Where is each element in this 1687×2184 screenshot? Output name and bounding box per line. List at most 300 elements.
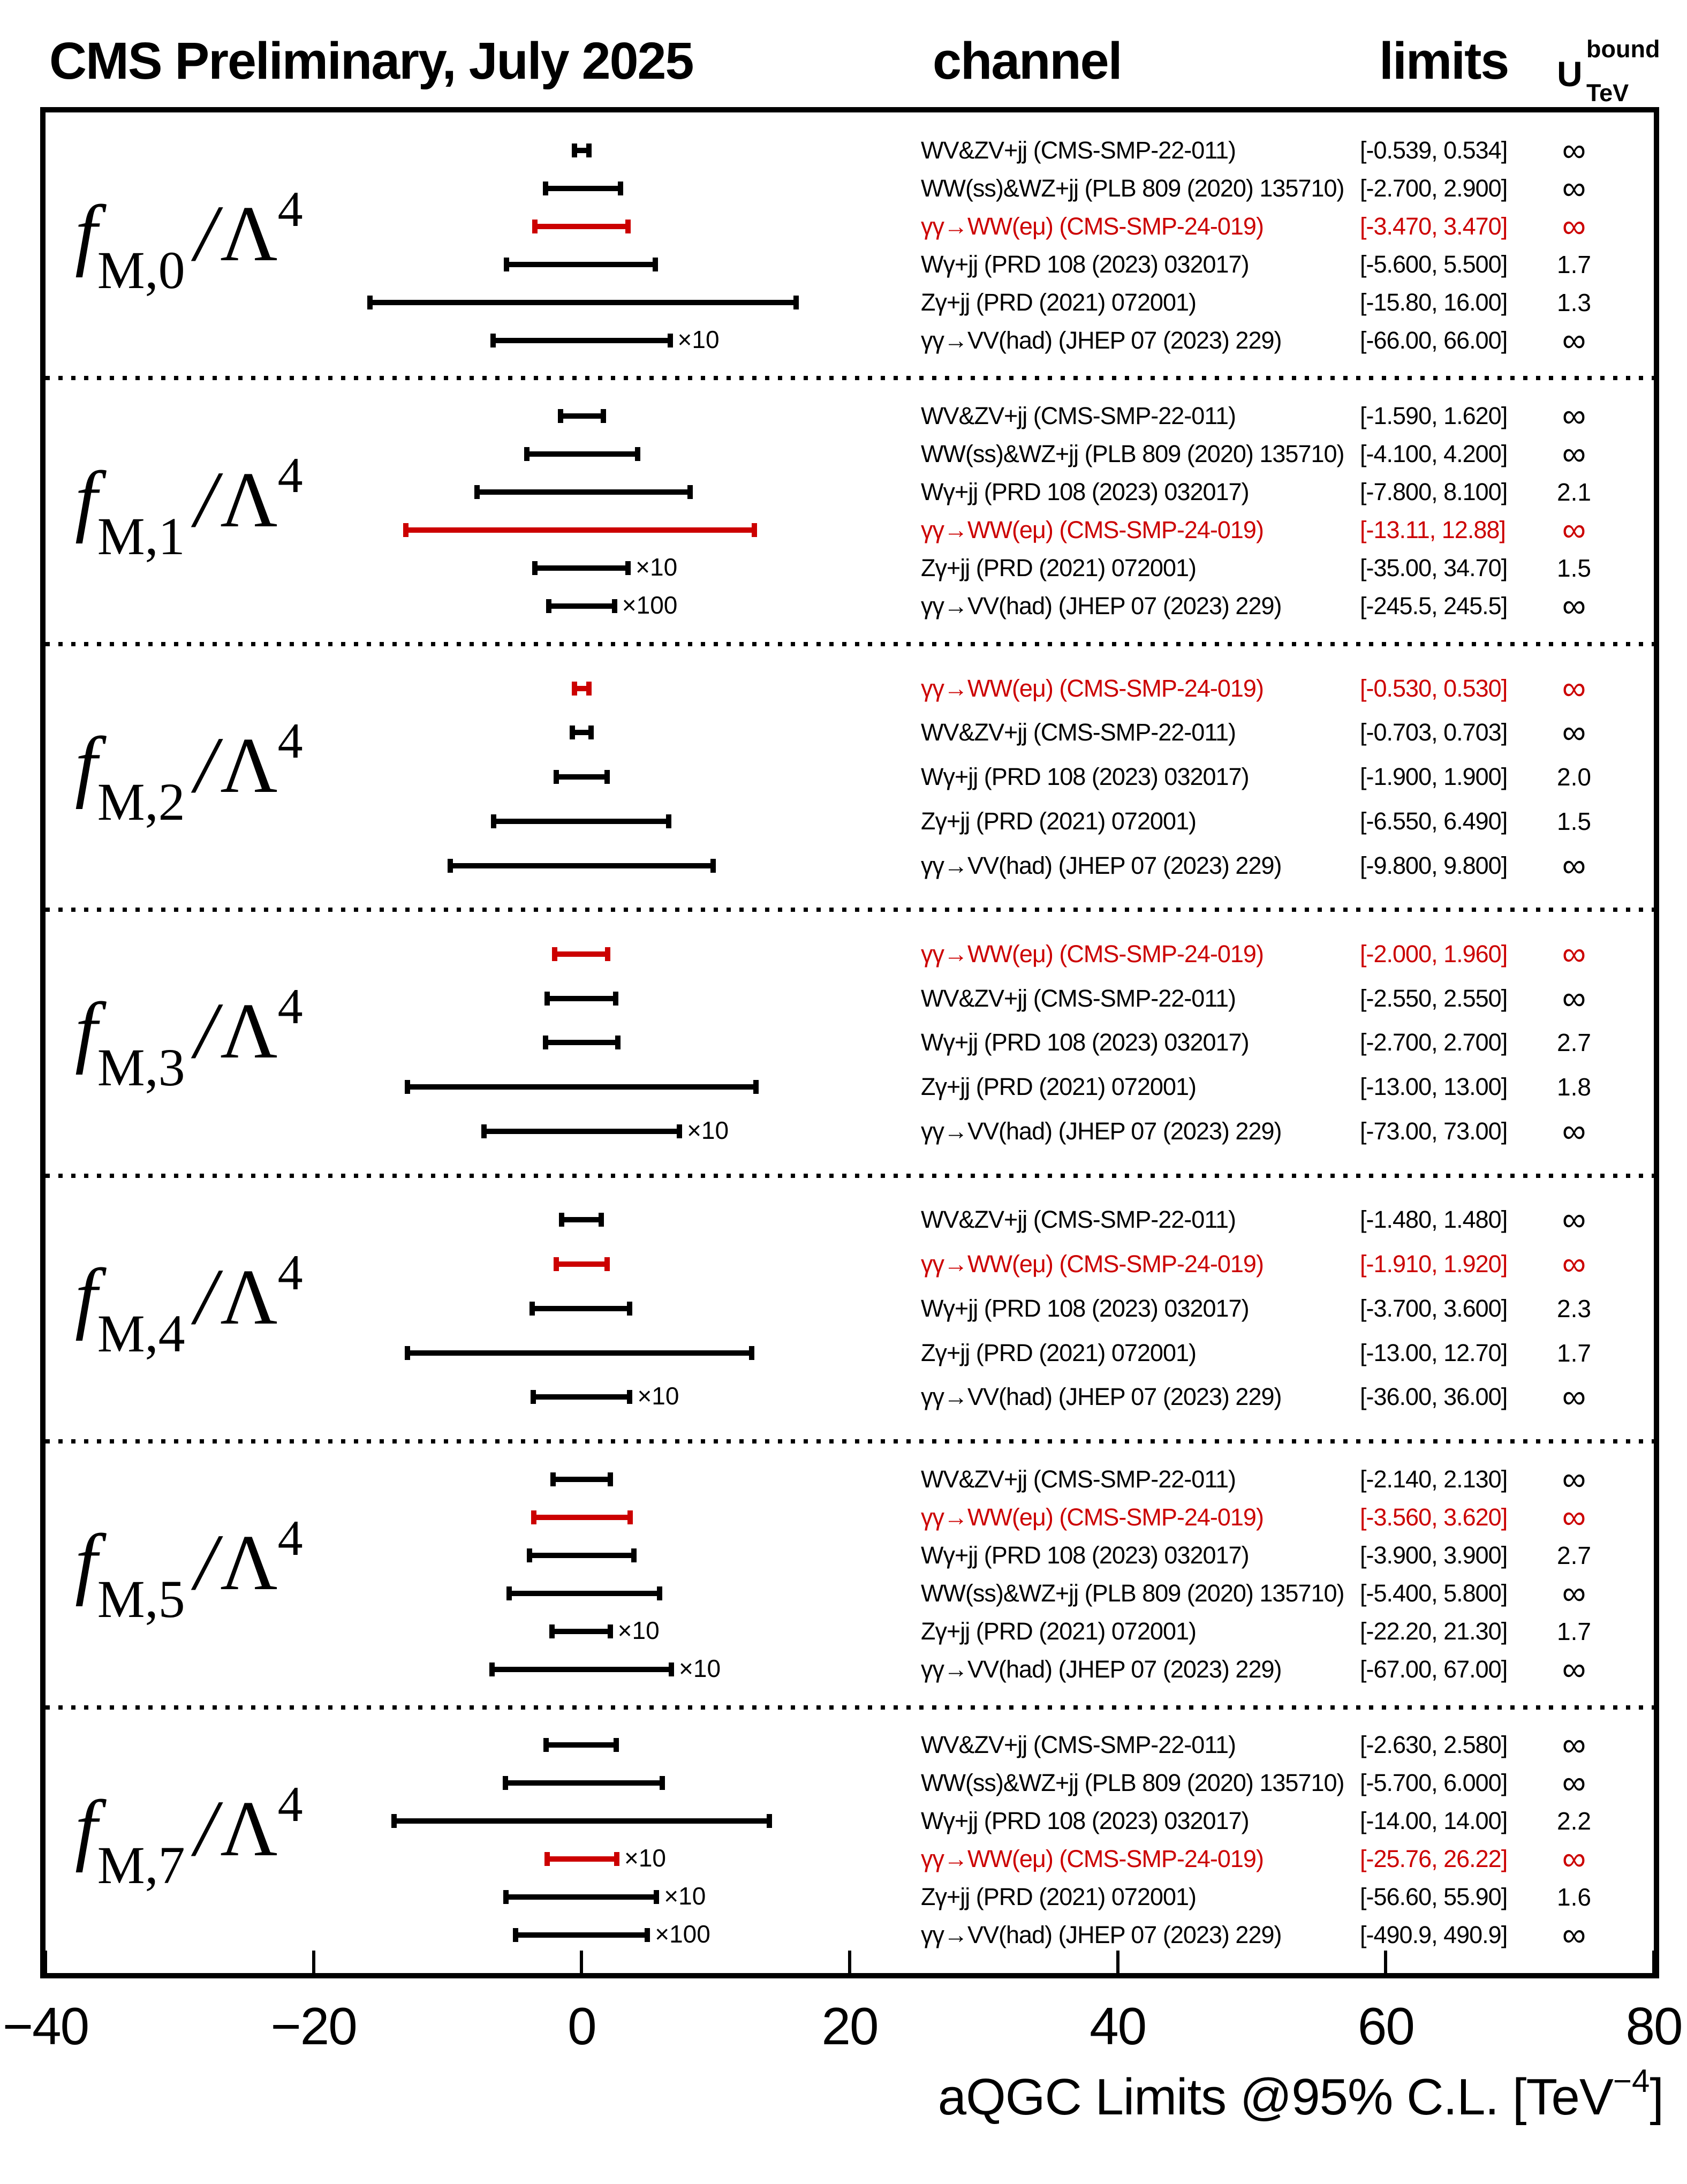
bar-right-endcap (627, 1510, 633, 1524)
limit-bar (547, 996, 616, 1001)
coupling-divider: / (194, 986, 217, 1076)
x-axis-title-exponent: −4 (1613, 2063, 1650, 2099)
channel-label: γγ→VV(had) (JHEP 07 (2023) 229) (921, 1383, 1282, 1411)
scale-annotation: ×10 (637, 1382, 679, 1410)
x-axis-tick (1384, 1951, 1387, 1973)
bar-left-endcap (405, 1080, 410, 1094)
bar-left-endcap (546, 599, 551, 613)
bar-left-endcap (504, 258, 509, 271)
section-f-M,1 (46, 378, 1654, 644)
channel-label: γγ→VV(had) (JHEP 07 (2023) 229) (921, 851, 1282, 879)
limits-column-header: limits (1379, 32, 1509, 90)
coupling-lambda: Λ (220, 987, 278, 1076)
bar-left-endcap (490, 334, 496, 347)
limits-value: [-0.530, 0.530] (1360, 674, 1508, 702)
unitarity-bound-value: 1.5 (1557, 554, 1591, 582)
unitarity-bound-value: ∞ (1562, 980, 1586, 1017)
limit-bar (555, 951, 608, 957)
limits-value: [-9.800, 9.800] (1360, 851, 1508, 879)
bar-right-endcap (752, 523, 757, 537)
plot-frame (40, 107, 1659, 1978)
channel-label: γγ→VV(had) (JHEP 07 (2023) 229) (921, 592, 1282, 619)
limit-bar (534, 1515, 630, 1520)
x-axis-tick (1652, 1951, 1655, 1973)
coupling-divider: / (194, 1252, 217, 1341)
limit-bar (546, 1040, 618, 1045)
limit-bar (532, 1306, 630, 1311)
coupling-power: 4 (277, 1776, 303, 1832)
x-axis-tick-label: 0 (568, 1997, 596, 2055)
unitarity-bound-value: ∞ (1562, 132, 1586, 169)
unitarity-bound-value: ∞ (1562, 1378, 1586, 1416)
bar-right-endcap (625, 561, 631, 575)
limits-value: [-15.80, 16.00] (1360, 288, 1508, 316)
bar-right-endcap (604, 1257, 610, 1271)
channel-label: WV&ZV+jj (CMS-SMP-22-011) (921, 984, 1236, 1012)
bar-right-endcap (599, 1213, 604, 1227)
bar-right-endcap (767, 1814, 772, 1828)
channel-label: Zγ+jj (PRD (2021) 072001) (921, 554, 1196, 581)
bar-right-endcap (657, 1586, 662, 1600)
bar-left-endcap (559, 1213, 564, 1227)
bar-right-endcap (654, 1890, 659, 1904)
unitarity-bound-value: 1.7 (1557, 1617, 1591, 1645)
limits-value: [-5.700, 6.000] (1360, 1769, 1508, 1797)
unitarity-bound-value: ∞ (1562, 1575, 1586, 1612)
bar-left-endcap (532, 220, 538, 233)
limit-bar (546, 186, 621, 191)
bar-left-endcap (543, 182, 548, 195)
bar-left-endcap (554, 770, 559, 784)
coupling-subscript: M,3 (97, 1038, 185, 1098)
bar-left-endcap (529, 1302, 535, 1316)
limits-value: [-245.5, 245.5] (1360, 592, 1508, 619)
channel-label: Zγ+jj (PRD (2021) 072001) (921, 1883, 1196, 1911)
unitarity-bound-value: ∞ (1562, 1245, 1586, 1283)
channel-label: γγ→WW(eμ) (CMS-SMP-24-019) (921, 1250, 1264, 1278)
bar-left-endcap (531, 1510, 536, 1524)
coupling-f: f (75, 1784, 97, 1873)
unitarity-bound-value: ∞ (1562, 1201, 1586, 1238)
coupling-subscript: M,4 (97, 1303, 185, 1363)
unitarity-bound-value: ∞ (1562, 1916, 1586, 1954)
scale-annotation: ×100 (655, 1919, 710, 1948)
x-axis-tick (1116, 1951, 1119, 1973)
section-f-M,4 (46, 1176, 1654, 1441)
limit-bar (407, 1350, 752, 1356)
coupling-f: f (75, 986, 97, 1076)
coupling-power: 4 (277, 1244, 303, 1301)
limits-value: [-1.590, 1.620] (1360, 402, 1508, 430)
bar-right-endcap (631, 1548, 637, 1562)
coupling-divider: / (194, 1518, 217, 1607)
unitarity-bound-value: 1.7 (1557, 250, 1591, 278)
bar-left-endcap (506, 1586, 512, 1600)
limit-bar (450, 863, 713, 868)
limit-bar (406, 527, 754, 533)
limits-value: [-25.76, 26.22] (1360, 1845, 1508, 1873)
limits-value: [-13.00, 13.00] (1360, 1073, 1508, 1101)
x-axis-title-bracket: ] (1650, 2068, 1663, 2126)
limits-value: [-0.539, 0.534] (1360, 136, 1508, 164)
bar-right-endcap (660, 1776, 665, 1790)
unitarity-bound-value: ∞ (1562, 1499, 1586, 1536)
channel-label: γγ→WW(eμ) (CMS-SMP-24-019) (921, 516, 1264, 544)
limit-bar (556, 774, 607, 780)
scale-annotation: ×10 (664, 1881, 706, 1910)
channel-label: Wγ+jj (PRD 108 (2023) 032017) (921, 1029, 1249, 1056)
bar-right-endcap (669, 1662, 674, 1676)
channel-label: Zγ+jj (PRD (2021) 072001) (921, 1617, 1196, 1645)
limits-value: [-5.600, 5.500] (1360, 250, 1508, 278)
coupling-subscript: M,0 (97, 240, 185, 300)
bar-right-endcap (625, 220, 631, 233)
limit-bar (407, 1084, 756, 1090)
unitarity-bound-value: 2.3 (1557, 1294, 1591, 1323)
limits-value: [-73.00, 73.00] (1360, 1117, 1508, 1145)
bar-right-endcap (687, 485, 693, 499)
coupling-lambda: Λ (220, 190, 278, 278)
limits-value: [-13.11, 12.88] (1360, 516, 1506, 544)
scale-annotation: ×10 (636, 553, 678, 581)
coupling-label (75, 1776, 303, 1895)
unitarity-bound-value: ∞ (1562, 1113, 1586, 1150)
bar-left-endcap (524, 447, 529, 461)
coupling-power: 4 (277, 713, 303, 769)
coupling-f: f (75, 721, 97, 810)
coupling-lambda: Λ (220, 456, 278, 544)
limit-bar (516, 1919, 710, 1948)
unitarity-bound-value: ∞ (1562, 322, 1586, 359)
bar-left-endcap (570, 726, 575, 739)
channel-label: γγ→WW(eμ) (CMS-SMP-24-019) (921, 674, 1264, 702)
channel-label: WV&ZV+jj (CMS-SMP-22-011) (921, 1206, 1236, 1234)
x-axis-tick (580, 1951, 583, 1973)
channel-label: Wγ+jj (PRD 108 (2023) 032017) (921, 763, 1249, 791)
limits-value: [-7.800, 8.100] (1360, 478, 1508, 506)
channel-label: γγ→WW(eμ) (CMS-SMP-24-019) (921, 1845, 1264, 1873)
limit-bar (552, 1616, 660, 1644)
channel-label: WW(ss)&WZ+jj (PLB 809 (2020) 135710) (921, 440, 1344, 468)
limit-bar (562, 1217, 601, 1222)
bar-right-endcap (627, 1302, 632, 1316)
section-f-M,2 (46, 644, 1654, 910)
bar-left-endcap (448, 859, 453, 873)
limits-value: [-1.480, 1.480] (1360, 1206, 1508, 1234)
coupling-label (75, 713, 303, 832)
channel-label: Wγ+jj (PRD 108 (2023) 032017) (921, 478, 1249, 506)
unitarity-bound-value: ∞ (1562, 511, 1586, 549)
section-f-M,5 (46, 1441, 1654, 1707)
x-axis-tick-label: 60 (1357, 1997, 1414, 2055)
bar-right-endcap (645, 1928, 650, 1942)
limit-bar (535, 224, 628, 229)
channel-label: WV&ZV+jj (CMS-SMP-22-011) (921, 1731, 1236, 1759)
x-axis-tick (848, 1951, 851, 1973)
bar-right-endcap (793, 296, 799, 309)
limit-bar (494, 819, 668, 824)
limit-bar (535, 553, 678, 581)
limit-bar (547, 1844, 666, 1872)
bar-right-endcap (635, 447, 640, 461)
bar-right-endcap (753, 1080, 759, 1094)
coupling-f: f (75, 455, 97, 544)
limit-bar (527, 451, 638, 457)
bar-right-endcap (614, 1852, 619, 1866)
limits-value: [-35.00, 34.70] (1360, 554, 1508, 581)
coupling-lambda: Λ (220, 722, 278, 810)
limits-value: [-14.00, 14.00] (1360, 1807, 1508, 1835)
limits-value: [-2.700, 2.700] (1360, 1029, 1508, 1056)
limit-bar (509, 1591, 659, 1596)
unitarity-bound-value: ∞ (1562, 1840, 1586, 1878)
unitarity-bound-value: ∞ (1562, 847, 1586, 885)
unitarity-bound-value: ∞ (1562, 935, 1586, 973)
bar-right-endcap (710, 859, 716, 873)
channel-label: Wγ+jj (PRD 108 (2023) 032017) (921, 1807, 1249, 1835)
x-axis-tick-label: −40 (2, 1997, 89, 2055)
bar-left-endcap (503, 1890, 509, 1904)
channel-label: γγ→VV(had) (JHEP 07 (2023) 229) (921, 326, 1282, 354)
coupling-divider: / (194, 721, 217, 810)
unitarity-bound-value: 2.7 (1557, 1541, 1591, 1569)
bar-left-endcap (543, 1036, 548, 1049)
bar-left-endcap (544, 992, 550, 1006)
unitarity-bound-value: ∞ (1562, 587, 1586, 625)
limits-value: [-2.550, 2.550] (1360, 984, 1508, 1012)
channel-label: WW(ss)&WZ+jj (PLB 809 (2020) 135710) (921, 174, 1344, 202)
channel-label: Zγ+jj (PRD (2021) 072001) (921, 1073, 1196, 1101)
section-f-M,7 (46, 1707, 1654, 1973)
unitarity-bound-value: 2.0 (1557, 763, 1591, 791)
bar-right-endcap (586, 682, 592, 696)
coupling-divider: / (194, 189, 217, 278)
unitarity-bound-value: ∞ (1562, 714, 1586, 751)
limits-value: [-3.900, 3.900] (1360, 1541, 1508, 1569)
bar-left-endcap (474, 485, 480, 499)
bar-right-endcap (605, 947, 610, 961)
bar-left-endcap (531, 1390, 536, 1404)
limits-value: [-3.560, 3.620] (1360, 1503, 1508, 1531)
x-axis-tick (312, 1951, 315, 1973)
coupling-subscript: M,5 (97, 1569, 185, 1629)
coupling-divider: / (194, 1784, 217, 1873)
channel-label: γγ→VV(had) (JHEP 07 (2023) 229) (921, 1117, 1282, 1145)
bar-right-endcap (586, 143, 592, 157)
limit-bar (556, 1261, 608, 1267)
limits-value: [-2.140, 2.130] (1360, 1465, 1508, 1493)
limit-bar (553, 1477, 610, 1482)
unitarity-bound-value: 2.2 (1557, 1807, 1591, 1835)
scale-annotation: ×10 (677, 325, 720, 353)
bar-left-endcap (489, 1662, 495, 1676)
limits-value: [-1.910, 1.920] (1360, 1250, 1508, 1278)
channel-label: WV&ZV+jj (CMS-SMP-22-011) (921, 1465, 1236, 1493)
x-axis-title (938, 2062, 1663, 2127)
limit-bar (533, 1382, 679, 1410)
bar-left-endcap (572, 682, 577, 696)
bar-left-endcap (391, 1814, 397, 1828)
bar-right-endcap (618, 182, 623, 195)
unitarity-bound-value: ∞ (1562, 670, 1586, 707)
limit-bar (561, 413, 603, 419)
coupling-f: f (75, 189, 97, 278)
channel-label: WV&ZV+jj (CMS-SMP-22-011) (921, 402, 1236, 430)
coupling-lambda: Λ (220, 1519, 278, 1607)
x-axis-tick-label: −20 (270, 1997, 357, 2055)
limit-bar (506, 262, 655, 267)
x-axis-tick-label: 20 (821, 1997, 878, 2055)
limits-value: [-56.60, 55.90] (1360, 1883, 1508, 1911)
limit-bar (529, 1553, 634, 1558)
unitarity-bound-value: ∞ (1562, 170, 1586, 207)
coupling-divider: / (194, 455, 217, 544)
coupling-subscript: M,7 (97, 1835, 185, 1895)
section-f-M,3 (46, 910, 1654, 1175)
channel-label: γγ→VV(had) (JHEP 07 (2023) 229) (921, 1655, 1282, 1683)
bar-left-endcap (527, 1548, 532, 1562)
limits-value: [-36.00, 36.00] (1360, 1383, 1508, 1411)
plot-title: CMS Preliminary, July 2025 (49, 32, 693, 90)
bar-left-endcap (544, 1852, 550, 1866)
unitarity-bound-value: ∞ (1562, 1764, 1586, 1802)
unitarity-bound-value: 1.3 (1557, 288, 1591, 316)
channel-label: Wγ+jj (PRD 108 (2023) 032017) (921, 250, 1249, 278)
bar-right-endcap (677, 1124, 682, 1138)
unitarity-bound-value: ∞ (1562, 435, 1586, 473)
bar-right-endcap (749, 1346, 754, 1360)
coupling-power: 4 (277, 979, 303, 1035)
x-axis-tick-label: 80 (1625, 1997, 1682, 2055)
bar-left-endcap (552, 947, 557, 961)
bar-left-endcap (491, 814, 496, 828)
channel-label: WV&ZV+jj (CMS-SMP-22-011) (921, 136, 1236, 164)
limit-bar (493, 325, 720, 353)
bar-right-endcap (604, 770, 610, 784)
bar-left-endcap (554, 1257, 559, 1271)
channel-label: Zγ+jj (PRD (2021) 072001) (921, 1339, 1196, 1366)
limits-value: [-13.00, 12.70] (1360, 1339, 1508, 1366)
bar-right-endcap (615, 1036, 621, 1049)
channel-label: γγ→WW(eμ) (CMS-SMP-24-019) (921, 1503, 1264, 1531)
plot-area (46, 112, 1654, 1973)
limit-bar (549, 591, 678, 619)
unitarity-bound-column-header (1557, 35, 1660, 116)
limit-bar (574, 686, 589, 691)
bar-left-endcap (558, 409, 563, 423)
bound-symbol: U (1557, 54, 1583, 94)
limit-bar (574, 148, 589, 153)
bar-left-endcap (367, 296, 373, 309)
coupling-label (75, 1510, 303, 1629)
limit-bar (394, 1818, 769, 1824)
limits-value: [-2.000, 1.960] (1360, 940, 1508, 968)
bar-right-endcap (588, 726, 594, 739)
limit-bar (492, 1654, 721, 1682)
limit-bar (484, 1116, 729, 1144)
channel-label: γγ→VV(had) (JHEP 07 (2023) 229) (921, 1921, 1282, 1949)
scale-annotation: ×100 (622, 591, 678, 619)
bar-left-endcap (403, 523, 408, 537)
coupling-label (75, 979, 303, 1098)
x-axis-tick-label: 40 (1090, 1997, 1146, 2055)
bound-subscript: TeV (1586, 79, 1629, 107)
bar-left-endcap (549, 1624, 555, 1638)
channel-label: Zγ+jj (PRD (2021) 072001) (921, 288, 1196, 316)
coupling-subscript: M,2 (97, 772, 185, 832)
x-axis-tick (44, 1951, 47, 1973)
limit-bar (506, 1881, 706, 1910)
limits-value: [-67.00, 67.00] (1360, 1655, 1508, 1683)
limit-bar (572, 730, 591, 735)
coupling-label (75, 182, 303, 300)
channel-label: WW(ss)&WZ+jj (PLB 809 (2020) 135710) (921, 1769, 1344, 1797)
coupling-f: f (75, 1518, 97, 1607)
unitarity-bound-value: 2.7 (1557, 1029, 1591, 1057)
coupling-label (75, 1244, 303, 1363)
channel-label: Wγ+jj (PRD 108 (2023) 032017) (921, 1541, 1249, 1569)
limits-value: [-5.400, 5.800] (1360, 1579, 1508, 1607)
limits-value: [-6.550, 6.490] (1360, 807, 1508, 835)
coupling-subscript: M,1 (97, 506, 185, 566)
limit-bar (370, 300, 796, 305)
limits-value: [-490.9, 490.9] (1360, 1921, 1508, 1949)
coupling-power: 4 (277, 182, 303, 238)
bar-right-endcap (613, 992, 618, 1006)
channel-label: γγ→WW(eμ) (CMS-SMP-24-019) (921, 940, 1264, 968)
section-f-M,0 (46, 112, 1654, 378)
limits-value: [-3.470, 3.470] (1360, 212, 1508, 240)
bar-left-endcap (543, 1738, 549, 1752)
bar-right-endcap (627, 1390, 632, 1404)
bar-left-endcap (572, 143, 577, 157)
coupling-power: 4 (277, 1510, 303, 1567)
bar-left-endcap (503, 1776, 508, 1790)
bar-left-endcap (513, 1928, 518, 1942)
limits-value: [-22.20, 21.30] (1360, 1617, 1508, 1645)
scale-annotation: ×10 (687, 1116, 729, 1144)
channel-label: γγ→WW(eμ) (CMS-SMP-24-019) (921, 212, 1264, 240)
unitarity-bound-value: ∞ (1562, 397, 1586, 435)
bar-left-endcap (532, 561, 538, 575)
bar-right-endcap (668, 334, 673, 347)
x-axis-tick-labels (0, 1996, 1687, 2060)
limits-value: [-0.703, 0.703] (1360, 719, 1508, 746)
unitarity-bound-value: ∞ (1562, 1651, 1586, 1688)
scale-annotation: ×10 (679, 1654, 721, 1682)
unitarity-bound-value: 1.5 (1557, 807, 1591, 835)
bar-left-endcap (481, 1124, 487, 1138)
channel-label: WV&ZV+jj (CMS-SMP-22-011) (921, 719, 1236, 746)
scale-annotation: ×10 (624, 1844, 666, 1872)
bar-right-endcap (614, 1738, 619, 1752)
bar-right-endcap (612, 599, 617, 613)
channel-label: WW(ss)&WZ+jj (PLB 809 (2020) 135710) (921, 1579, 1344, 1607)
limits-value: [-3.700, 3.600] (1360, 1294, 1508, 1322)
coupling-f: f (75, 1252, 97, 1341)
bar-right-endcap (608, 1472, 613, 1486)
channel-label: Wγ+jj (PRD 108 (2023) 032017) (921, 1294, 1249, 1322)
limits-value: [-66.00, 66.00] (1360, 326, 1508, 354)
bar-left-endcap (405, 1346, 410, 1360)
limits-value: [-2.630, 2.580] (1360, 1731, 1508, 1759)
limits-value: [-4.100, 4.200] (1360, 440, 1508, 468)
bar-left-endcap (550, 1472, 556, 1486)
channel-label: Zγ+jj (PRD (2021) 072001) (921, 807, 1196, 835)
bar-right-endcap (653, 258, 658, 271)
bound-superscript: bound (1586, 35, 1660, 63)
limit-bar (477, 489, 690, 495)
